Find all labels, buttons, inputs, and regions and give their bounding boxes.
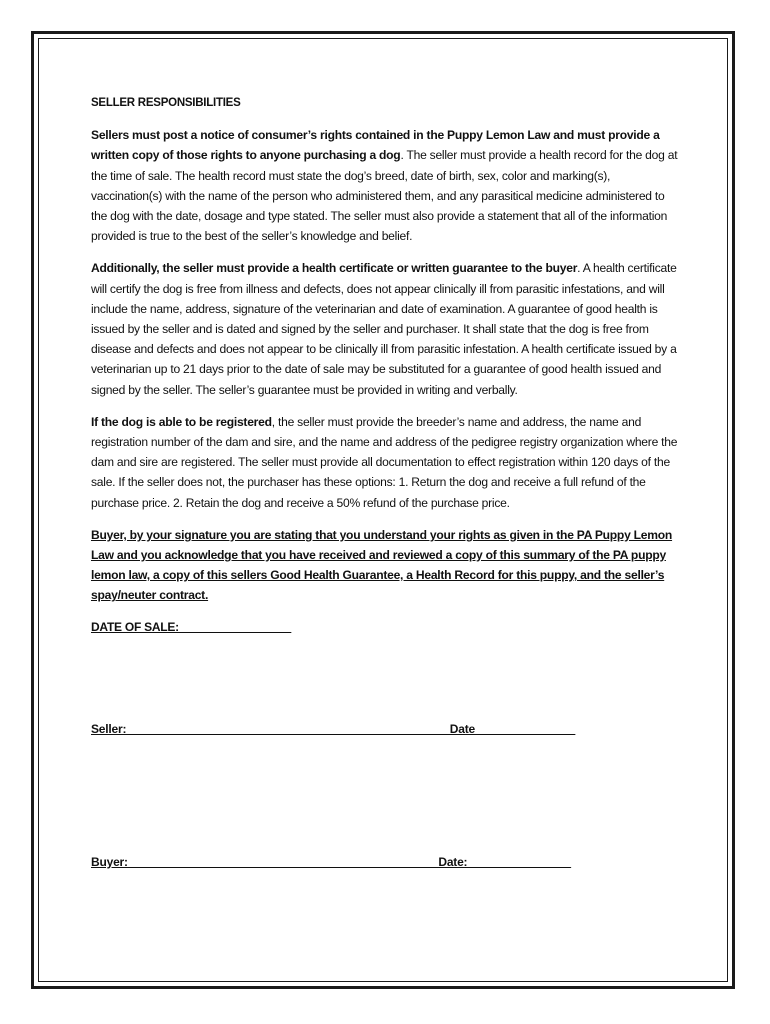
buyer-acknowledgement-notice: Buyer, by your signature you are stating that you understand your rights as given in the PA Puppy Lemon Law and you acknowledge that you have received and reviewed a copy of this summary of the PA puppy lemon law, a copy of this sellers Good Health Guarantee, a Health Record for this puppy, and the seller’s spay/neuter contract. bbox=[91, 527, 673, 603]
document-body bbox=[91, 93, 683, 637]
paragraph-registration bbox=[91, 412, 683, 513]
buyer-signature-line[interactable]: Buyer: _______________________________________________ Date:________________ bbox=[91, 855, 571, 869]
paragraph-health-certificate-bold: Additionally, the seller must provide a health certificate or written guarantee to the buyer bbox=[91, 261, 578, 276]
seller-signature-line[interactable]: Seller: _________________________________________________ Date _______________ bbox=[91, 722, 576, 736]
paragraph-consumer-rights-text: . The seller must provide a health record for the dog at the time of sale. The health record must state the dog’s breed, date of birth, sex, color and marking(s), vaccination(s) with the name of the person who administered them, and any parasitical medicine administered to the dog with the date, dosage and type stated. The seller must also provide a statement that all of the information provided is true to the best of the seller’s knowledge and belief. bbox=[91, 148, 678, 244]
date-of-sale-field[interactable]: DATE OF SALE: _________________ bbox=[91, 619, 292, 634]
section-heading: SELLER RESPONSIBILITIES bbox=[91, 97, 241, 109]
paragraph-registration-text: , the seller must provide the breeder’s name and address, the name and registration number of the dam and sire, and the name and address of the pedigree registry organization where the dam and sire are registered. The seller must provide all documentation to effect registration within 120 days of the sale. If the seller does not, the purchaser has these options: 1. Return the dog and receive a full refund of the purchase price. 2. Retain the dog and receive a 50% refund of the purchase price. bbox=[91, 414, 678, 510]
paragraph-consumer-rights-bold: Sellers must post a notice of consumer’s rights contained in the Puppy Lemon Law and must provide a written copy of those rights to anyone purchasing a dog bbox=[91, 128, 660, 163]
paragraph-registration-bold: If the dog is able to be registered bbox=[91, 414, 272, 429]
paragraph-health-certificate bbox=[91, 258, 683, 399]
paragraph-health-certificate-text: . A health certificate will certify the dog is free from illness and defects, does not appear clinically ill from parasitic infestations, and will include the name, address, signature of the veterinarian and date of examination. A guarantee of good health is issued by the seller and is dated and signed by the seller and purchaser. It shall state that the dog is free from disease and defects and does not appear to be clinically ill from parasitic infestation. A health certificate issued by a veterinarian up to 21 days prior to the date of sale may be substituted for a guarantee of good health issued and signed by the seller. The seller’s guarantee must be provided in writing and verbally. bbox=[91, 261, 677, 397]
paragraph-consumer-rights bbox=[91, 125, 683, 246]
